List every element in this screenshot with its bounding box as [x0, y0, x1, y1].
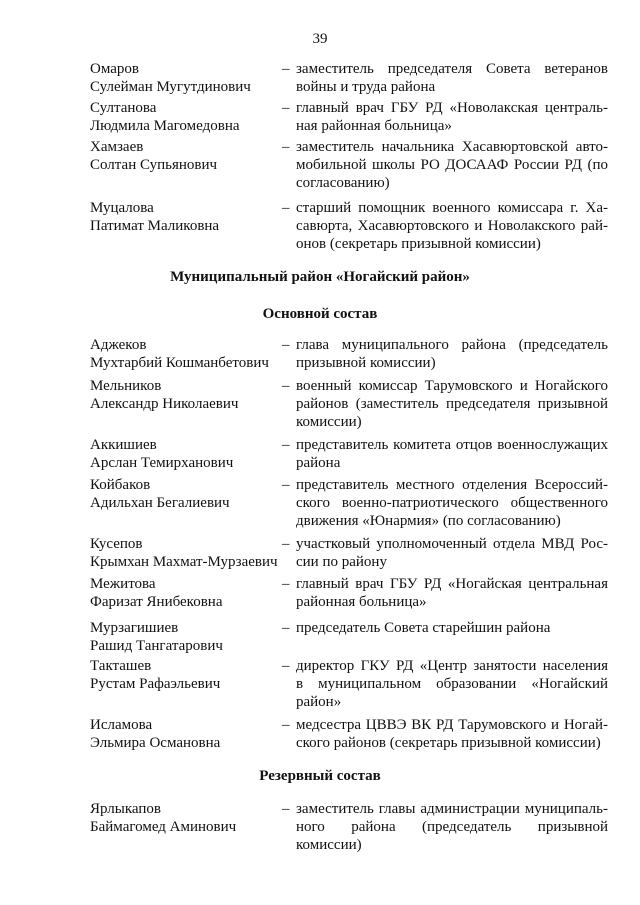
member-name	[90, 377, 280, 413]
dash-separator: –	[282, 536, 290, 552]
member-role	[296, 716, 608, 752]
dash-separator: –	[282, 100, 290, 116]
member-role-line: ного района (председатель призывной комиссии)	[296, 819, 608, 853]
member-role-line: глава муниципального района (председатель	[296, 337, 608, 353]
member-role-line: движения «Юнармия» (по согласованию)	[296, 513, 561, 529]
member-role-line: заместитель главы администрации муниципаль-	[296, 801, 608, 817]
member-role-line: старший помощник военного комиссара г. Ха-	[296, 200, 608, 216]
section-title: Муниципальный район «Ногайский район»	[170, 269, 470, 285]
member-role-line: сии по району	[296, 554, 387, 570]
member-name	[90, 716, 280, 752]
member-given-names: Арслан Темирханович	[90, 455, 234, 471]
member-surname: Султанова	[90, 100, 157, 116]
member-role	[296, 436, 608, 472]
member-name	[90, 436, 280, 472]
dash-separator: –	[282, 477, 290, 493]
member-role-line: директор ГКУ РД «Центр занятости населения	[296, 658, 608, 674]
member-role-line: главный врач ГБУ РД «Новолакская централь-	[296, 100, 608, 116]
member-role	[296, 99, 608, 135]
member-role	[296, 619, 608, 637]
member-surname: Межитова	[90, 576, 156, 592]
member-role	[296, 336, 608, 372]
member-role	[296, 476, 608, 530]
member-given-names: Александр Николаевич	[90, 396, 239, 412]
member-role-line: заместитель председателя Совета ветеранов	[296, 61, 608, 77]
member-role-line: участковый уполномоченный отдела МВД Рос-	[296, 536, 608, 552]
reserve-composition-title: Резервный состав	[259, 768, 381, 784]
member-role-line: районная больница»	[296, 594, 427, 610]
member-name	[90, 619, 280, 655]
member-surname: Мельников	[90, 378, 162, 394]
member-role-line: представитель комитета отцов военнослужащих	[296, 437, 608, 453]
member-given-names: Сулейман Мугутдинович	[90, 79, 251, 95]
member-name	[90, 800, 280, 836]
member-role	[296, 800, 608, 854]
member-name	[90, 99, 280, 135]
member-given-names: Рашид Тангатарович	[90, 638, 223, 654]
member-given-names: Людмила Магомедовна	[90, 118, 240, 134]
member-given-names: Адильхан Бегалиевич	[90, 495, 230, 511]
member-given-names: Мухтарбий Кошманбетович	[90, 355, 269, 371]
member-role-line: призывной комиссии)	[296, 355, 436, 371]
member-surname: Омаров	[90, 61, 139, 77]
dash-separator: –	[282, 717, 290, 733]
member-role-line: район»	[296, 694, 342, 710]
page-number: 39	[312, 31, 328, 47]
member-role-line: медсестра ЦВВЭ ВК РД Тарумовского и Ногай-	[296, 717, 608, 733]
dash-separator: –	[282, 437, 290, 453]
dash-separator: –	[282, 337, 290, 353]
member-surname: Кусепов	[90, 536, 143, 552]
member-name	[90, 535, 280, 571]
member-given-names: Крымхан Махмат-Мурзаевич	[90, 554, 278, 570]
member-surname: Такташев	[90, 658, 152, 674]
member-role	[296, 199, 608, 253]
member-role	[296, 657, 608, 711]
member-name	[90, 575, 280, 611]
member-role	[296, 377, 608, 431]
member-surname: Муцалова	[90, 200, 154, 216]
dash-separator: –	[282, 620, 290, 636]
member-role-line: онов (секретарь призывной комиссии)	[296, 236, 541, 252]
member-role-line: районов (заместитель председателя призывной	[296, 396, 608, 412]
member-role	[296, 575, 608, 611]
member-role-line: военный комиссар Тарумовского и Ногайского	[296, 378, 608, 394]
member-name	[90, 60, 280, 96]
member-role-line: главный врач ГБУ РД «Ногайская центральная	[296, 576, 608, 592]
member-role-line: согласованию)	[296, 175, 390, 191]
member-surname: Койбаков	[90, 477, 151, 493]
dash-separator: –	[282, 61, 290, 77]
member-name	[90, 138, 280, 174]
member-name	[90, 336, 280, 372]
member-role	[296, 535, 608, 571]
member-role-line: района	[296, 455, 341, 471]
member-given-names: Солтан Супьянович	[90, 157, 218, 173]
member-name	[90, 199, 280, 235]
member-surname: Аккишиев	[90, 437, 157, 453]
member-given-names: Патимат Маликовна	[90, 218, 220, 234]
member-role-line: ского районов (секретарь призывной комиссии)	[296, 735, 601, 751]
dash-separator: –	[282, 378, 290, 394]
dash-separator: –	[282, 801, 290, 817]
member-role-line: войны и труда района	[296, 79, 436, 95]
dash-separator: –	[282, 139, 290, 155]
member-role-line: в муниципальном образовании «Ногайский	[296, 676, 608, 692]
member-role	[296, 138, 608, 192]
member-surname: Хамзаев	[90, 139, 144, 155]
member-role-line: савюрта, Хасавюртовского и Новолакского рай-	[296, 218, 608, 234]
dash-separator: –	[282, 658, 290, 674]
member-name	[90, 657, 280, 693]
member-role-line: ского военно-патриотического общественного	[296, 495, 608, 511]
dash-separator: –	[282, 576, 290, 592]
member-role-line: представитель местного отделения Всероссий-	[296, 477, 608, 493]
member-given-names: Эльмира Османовна	[90, 735, 221, 751]
member-given-names: Баймагомед Аминович	[90, 819, 237, 835]
member-given-names: Фаризат Янибековна	[90, 594, 223, 610]
member-name	[90, 476, 280, 512]
main-composition-title: Основной состав	[262, 306, 378, 322]
member-role-line: ная районная больница»	[296, 118, 452, 134]
member-role-line: комиссии)	[296, 414, 362, 430]
member-role-line: мобильной школы РО ДОСААФ России РД (по	[296, 157, 608, 173]
member-surname: Исламова	[90, 717, 153, 733]
dash-separator: –	[282, 200, 290, 216]
member-role-line: заместитель начальника Хасавюртовской авто-	[296, 139, 608, 155]
member-role	[296, 60, 608, 96]
member-surname: Ярлыкапов	[90, 801, 162, 817]
member-surname: Аджеков	[90, 337, 147, 353]
member-surname: Мурзагишиев	[90, 620, 179, 636]
member-given-names: Рустам Рафаэльевич	[90, 676, 221, 692]
member-role-line: председатель Совета старейшин района	[296, 620, 551, 636]
